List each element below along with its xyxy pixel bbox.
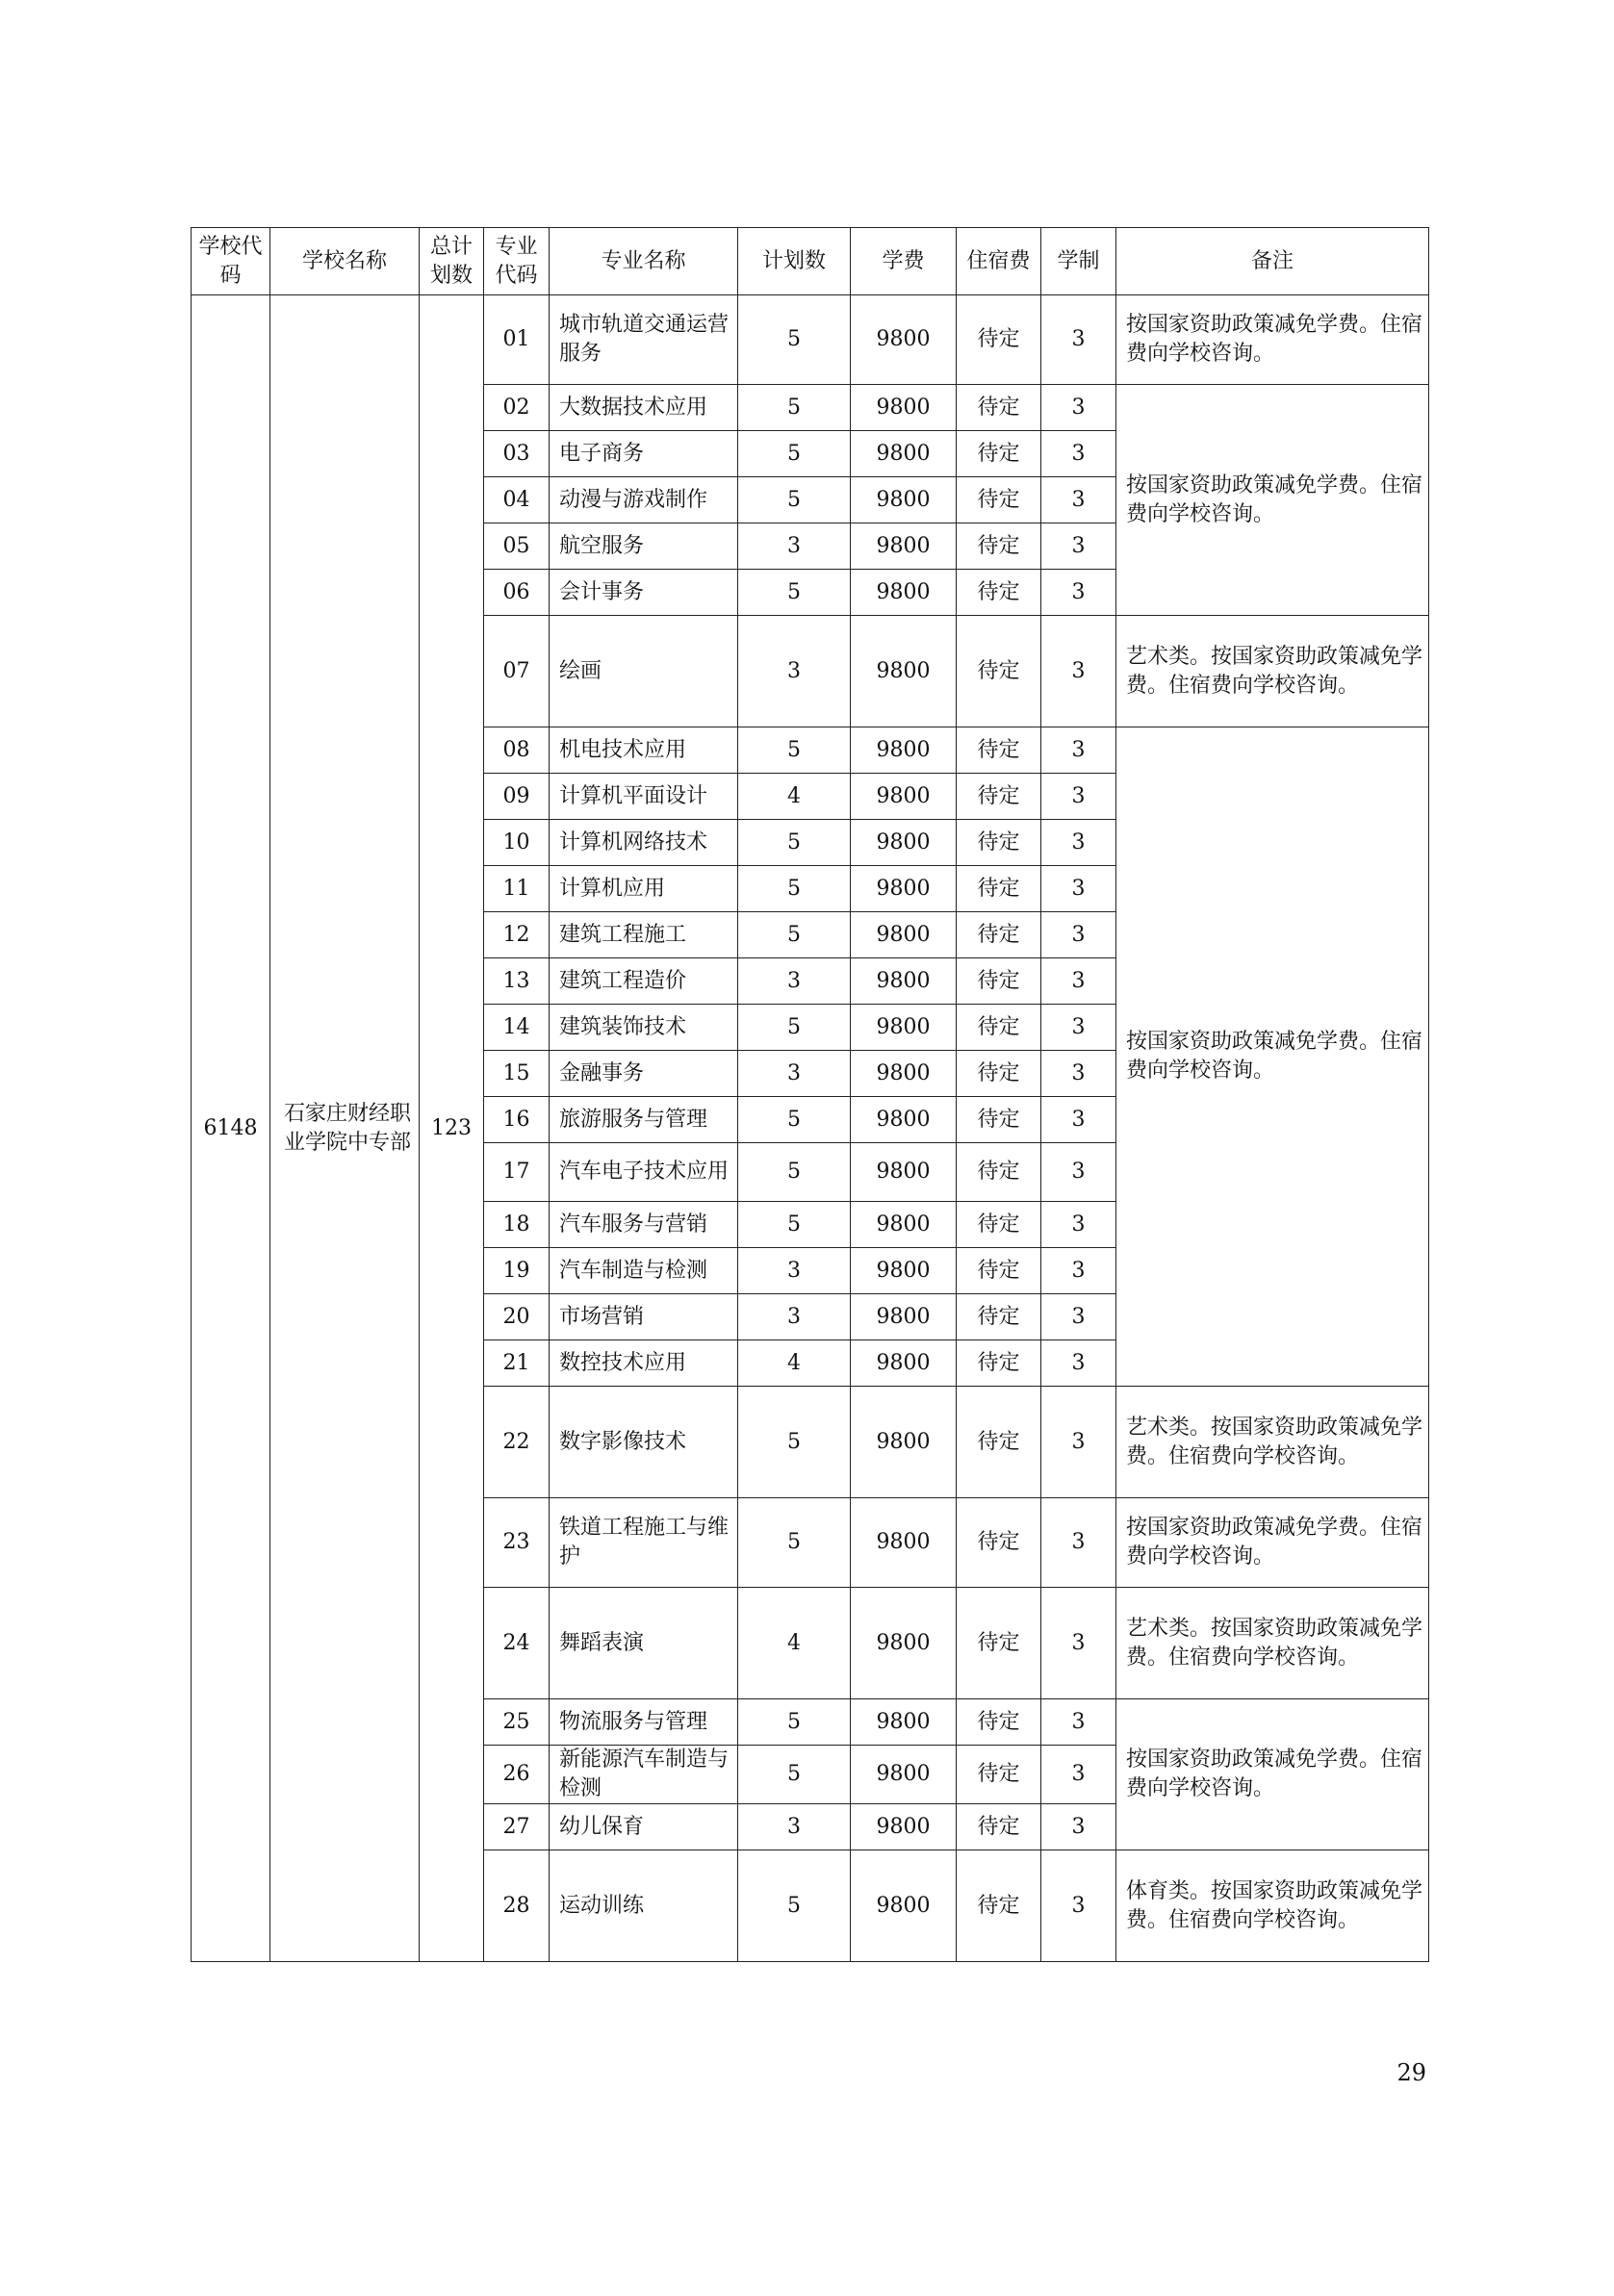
years-cell: 3: [1041, 1588, 1116, 1699]
lodging-cell: 待定: [957, 1294, 1041, 1340]
lodging-cell: 待定: [957, 1202, 1041, 1248]
years-cell: 3: [1041, 1248, 1116, 1294]
tuition-cell: 9800: [851, 774, 957, 820]
plan-count-cell: 5: [738, 1143, 851, 1202]
major-code-cell: 24: [484, 1588, 550, 1699]
major-name-cell: 会计事务: [550, 570, 738, 616]
tuition-cell: 9800: [851, 1248, 957, 1294]
years-cell: 3: [1041, 1005, 1116, 1051]
tuition-cell: 9800: [851, 477, 957, 523]
lodging-cell: 待定: [957, 1340, 1041, 1387]
major-name-cell: 建筑工程造价: [550, 958, 738, 1005]
major-code-cell: 23: [484, 1498, 550, 1588]
note-cell: 按国家资助政策减免学费。住宿费向学校咨询。: [1116, 295, 1429, 385]
header-tuition: 学费: [851, 228, 957, 295]
plan-count-cell: 5: [738, 1498, 851, 1588]
school-name-cell: 石家庄财经职业学院中专部: [270, 295, 420, 1962]
major-name-cell: 计算机应用: [550, 866, 738, 912]
tuition-cell: 9800: [851, 1202, 957, 1248]
major-code-cell: 26: [484, 1746, 550, 1804]
lodging-cell: 待定: [957, 774, 1041, 820]
header-lodging: 住宿费: [957, 228, 1041, 295]
major-code-cell: 02: [484, 385, 550, 431]
header-plan: 计划数: [738, 228, 851, 295]
lodging-cell: 待定: [957, 820, 1041, 866]
major-code-cell: 05: [484, 523, 550, 570]
major-name-cell: 机电技术应用: [550, 727, 738, 774]
major-code-cell: 14: [484, 1005, 550, 1051]
table-body: [192, 295, 1429, 1962]
major-code-cell: 12: [484, 912, 550, 958]
major-name-cell: 电子商务: [550, 431, 738, 477]
major-name-cell: 汽车制造与检测: [550, 1248, 738, 1294]
note-cell: 按国家资助政策减免学费。住宿费向学校咨询。: [1116, 1699, 1429, 1850]
major-code-cell: 01: [484, 295, 550, 385]
lodging-cell: 待定: [957, 727, 1041, 774]
plan-count-cell: 4: [738, 1340, 851, 1387]
tuition-cell: 9800: [851, 727, 957, 774]
tuition-cell: 9800: [851, 1746, 957, 1804]
major-code-cell: 27: [484, 1804, 550, 1850]
years-cell: 3: [1041, 912, 1116, 958]
years-cell: 3: [1041, 1143, 1116, 1202]
header-row: [192, 228, 1429, 295]
lodging-cell: 待定: [957, 1804, 1041, 1850]
lodging-cell: 待定: [957, 958, 1041, 1005]
lodging-cell: 待定: [957, 385, 1041, 431]
major-name-cell: 建筑工程施工: [550, 912, 738, 958]
major-code-cell: 09: [484, 774, 550, 820]
years-cell: 3: [1041, 1340, 1116, 1387]
plan-count-cell: 3: [738, 1051, 851, 1097]
major-code-cell: 10: [484, 820, 550, 866]
plan-count-cell: 5: [738, 1699, 851, 1746]
tuition-cell: 9800: [851, 1005, 957, 1051]
table-row: [192, 295, 1429, 385]
major-name-cell: 绘画: [550, 616, 738, 727]
tuition-cell: 9800: [851, 820, 957, 866]
years-cell: 3: [1041, 1294, 1116, 1340]
years-cell: 3: [1041, 774, 1116, 820]
major-code-cell: 08: [484, 727, 550, 774]
lodging-cell: 待定: [957, 866, 1041, 912]
lodging-cell: 待定: [957, 570, 1041, 616]
tuition-cell: 9800: [851, 1340, 957, 1387]
major-name-cell: 建筑装饰技术: [550, 1005, 738, 1051]
major-code-cell: 11: [484, 866, 550, 912]
years-cell: 3: [1041, 570, 1116, 616]
tuition-cell: 9800: [851, 1051, 957, 1097]
plan-count-cell: 5: [738, 820, 851, 866]
lodging-cell: 待定: [957, 1850, 1041, 1962]
plan-count-cell: 3: [738, 1248, 851, 1294]
years-cell: 3: [1041, 1850, 1116, 1962]
tuition-cell: 9800: [851, 1498, 957, 1588]
plan-count-cell: 5: [738, 1850, 851, 1962]
lodging-cell: 待定: [957, 1005, 1041, 1051]
note-cell: 按国家资助政策减免学费。住宿费向学校咨询。: [1116, 1498, 1429, 1588]
tuition-cell: 9800: [851, 523, 957, 570]
major-name-cell: 计算机平面设计: [550, 774, 738, 820]
note-cell: 体育类。按国家资助政策减免学费。住宿费向学校咨询。: [1116, 1850, 1429, 1962]
major-code-cell: 04: [484, 477, 550, 523]
major-name-cell: 汽车电子技术应用: [550, 1143, 738, 1202]
plan-count-cell: 5: [738, 295, 851, 385]
tuition-cell: 9800: [851, 295, 957, 385]
major-code-cell: 17: [484, 1143, 550, 1202]
major-name-cell: 市场营销: [550, 1294, 738, 1340]
tuition-cell: 9800: [851, 570, 957, 616]
lodging-cell: 待定: [957, 431, 1041, 477]
enrollment-plan-table: [191, 227, 1429, 1962]
plan-count-cell: 3: [738, 523, 851, 570]
major-code-cell: 21: [484, 1340, 550, 1387]
lodging-cell: 待定: [957, 295, 1041, 385]
plan-count-cell: 5: [738, 1097, 851, 1143]
lodging-cell: 待定: [957, 1498, 1041, 1588]
tuition-cell: 9800: [851, 958, 957, 1005]
plan-count-cell: 3: [738, 616, 851, 727]
header-major-code: 专业代码: [484, 228, 550, 295]
major-name-cell: 大数据技术应用: [550, 385, 738, 431]
lodging-cell: 待定: [957, 1248, 1041, 1294]
lodging-cell: 待定: [957, 477, 1041, 523]
lodging-cell: 待定: [957, 616, 1041, 727]
major-code-cell: 25: [484, 1699, 550, 1746]
lodging-cell: 待定: [957, 1387, 1041, 1498]
major-name-cell: 数字影像技术: [550, 1387, 738, 1498]
lodging-cell: 待定: [957, 523, 1041, 570]
plan-count-cell: 3: [738, 1804, 851, 1850]
lodging-cell: 待定: [957, 1588, 1041, 1699]
header-total-plan: 总计划数: [420, 228, 484, 295]
years-cell: 3: [1041, 1498, 1116, 1588]
plan-count-cell: 4: [738, 774, 851, 820]
plan-count-cell: 5: [738, 1387, 851, 1498]
major-code-cell: 22: [484, 1387, 550, 1498]
header-school-code: 学校代码: [192, 228, 270, 295]
plan-count-cell: 5: [738, 570, 851, 616]
major-name-cell: 铁道工程施工与维护: [550, 1498, 738, 1588]
years-cell: 3: [1041, 1097, 1116, 1143]
tuition-cell: 9800: [851, 1097, 957, 1143]
major-code-cell: 20: [484, 1294, 550, 1340]
lodging-cell: 待定: [957, 1097, 1041, 1143]
major-name-cell: 物流服务与管理: [550, 1699, 738, 1746]
major-name-cell: 舞蹈表演: [550, 1588, 738, 1699]
plan-count-cell: 5: [738, 431, 851, 477]
lodging-cell: 待定: [957, 1051, 1041, 1097]
plan-count-cell: 3: [738, 1294, 851, 1340]
years-cell: 3: [1041, 431, 1116, 477]
plan-count-cell: 5: [738, 1005, 851, 1051]
major-name-cell: 计算机网络技术: [550, 820, 738, 866]
years-cell: 3: [1041, 295, 1116, 385]
note-cell: 按国家资助政策减免学费。住宿费向学校咨询。: [1116, 727, 1429, 1387]
years-cell: 3: [1041, 958, 1116, 1005]
plan-count-cell: 4: [738, 1588, 851, 1699]
years-cell: 3: [1041, 1051, 1116, 1097]
note-cell: 艺术类。按国家资助政策减免学费。住宿费向学校咨询。: [1116, 616, 1429, 727]
years-cell: 3: [1041, 1804, 1116, 1850]
major-code-cell: 13: [484, 958, 550, 1005]
header-years: 学制: [1041, 228, 1116, 295]
plan-count-cell: 5: [738, 866, 851, 912]
major-code-cell: 18: [484, 1202, 550, 1248]
lodging-cell: 待定: [957, 1746, 1041, 1804]
tuition-cell: 9800: [851, 1804, 957, 1850]
major-name-cell: 城市轨道交通运营服务: [550, 295, 738, 385]
major-code-cell: 19: [484, 1248, 550, 1294]
years-cell: 3: [1041, 385, 1116, 431]
years-cell: 3: [1041, 616, 1116, 727]
years-cell: 3: [1041, 866, 1116, 912]
major-name-cell: 动漫与游戏制作: [550, 477, 738, 523]
major-code-cell: 28: [484, 1850, 550, 1962]
tuition-cell: 9800: [851, 1143, 957, 1202]
years-cell: 3: [1041, 1387, 1116, 1498]
tuition-cell: 9800: [851, 866, 957, 912]
page-number: 29: [1396, 2059, 1426, 2086]
tuition-cell: 9800: [851, 431, 957, 477]
lodging-cell: 待定: [957, 912, 1041, 958]
lodging-cell: 待定: [957, 1699, 1041, 1746]
major-code-cell: 15: [484, 1051, 550, 1097]
plan-count-cell: 5: [738, 912, 851, 958]
tuition-cell: 9800: [851, 1850, 957, 1962]
years-cell: 3: [1041, 1202, 1116, 1248]
major-code-cell: 16: [484, 1097, 550, 1143]
lodging-cell: 待定: [957, 1143, 1041, 1202]
plan-count-cell: 3: [738, 958, 851, 1005]
major-name-cell: 幼儿保育: [550, 1804, 738, 1850]
years-cell: 3: [1041, 820, 1116, 866]
tuition-cell: 9800: [851, 616, 957, 727]
tuition-cell: 9800: [851, 1699, 957, 1746]
tuition-cell: 9800: [851, 1387, 957, 1498]
major-name-cell: 汽车服务与营销: [550, 1202, 738, 1248]
major-name-cell: 运动训练: [550, 1850, 738, 1962]
years-cell: 3: [1041, 523, 1116, 570]
plan-count-cell: 5: [738, 1746, 851, 1804]
tuition-cell: 9800: [851, 1588, 957, 1699]
major-name-cell: 数控技术应用: [550, 1340, 738, 1387]
major-name-cell: 旅游服务与管理: [550, 1097, 738, 1143]
plan-count-cell: 5: [738, 1202, 851, 1248]
years-cell: 3: [1041, 477, 1116, 523]
school-code-cell: 6148: [192, 295, 270, 1962]
plan-count-cell: 5: [738, 727, 851, 774]
note-cell: 按国家资助政策减免学费。住宿费向学校咨询。: [1116, 385, 1429, 616]
major-name-cell: 航空服务: [550, 523, 738, 570]
years-cell: 3: [1041, 727, 1116, 774]
header-major-name: 专业名称: [550, 228, 738, 295]
note-cell: 艺术类。按国家资助政策减免学费。住宿费向学校咨询。: [1116, 1387, 1429, 1498]
years-cell: 3: [1041, 1746, 1116, 1804]
years-cell: 3: [1041, 1699, 1116, 1746]
tuition-cell: 9800: [851, 1294, 957, 1340]
major-code-cell: 03: [484, 431, 550, 477]
major-name-cell: 新能源汽车制造与检测: [550, 1746, 738, 1804]
header-note: 备注: [1116, 228, 1429, 295]
major-code-cell: 06: [484, 570, 550, 616]
note-cell: 艺术类。按国家资助政策减免学费。住宿费向学校咨询。: [1116, 1588, 1429, 1699]
tuition-cell: 9800: [851, 912, 957, 958]
major-code-cell: 07: [484, 616, 550, 727]
total-plan-cell: 123: [420, 295, 484, 1962]
plan-count-cell: 5: [738, 477, 851, 523]
header-school-name: 学校名称: [270, 228, 420, 295]
major-name-cell: 金融事务: [550, 1051, 738, 1097]
tuition-cell: 9800: [851, 385, 957, 431]
plan-count-cell: 5: [738, 385, 851, 431]
